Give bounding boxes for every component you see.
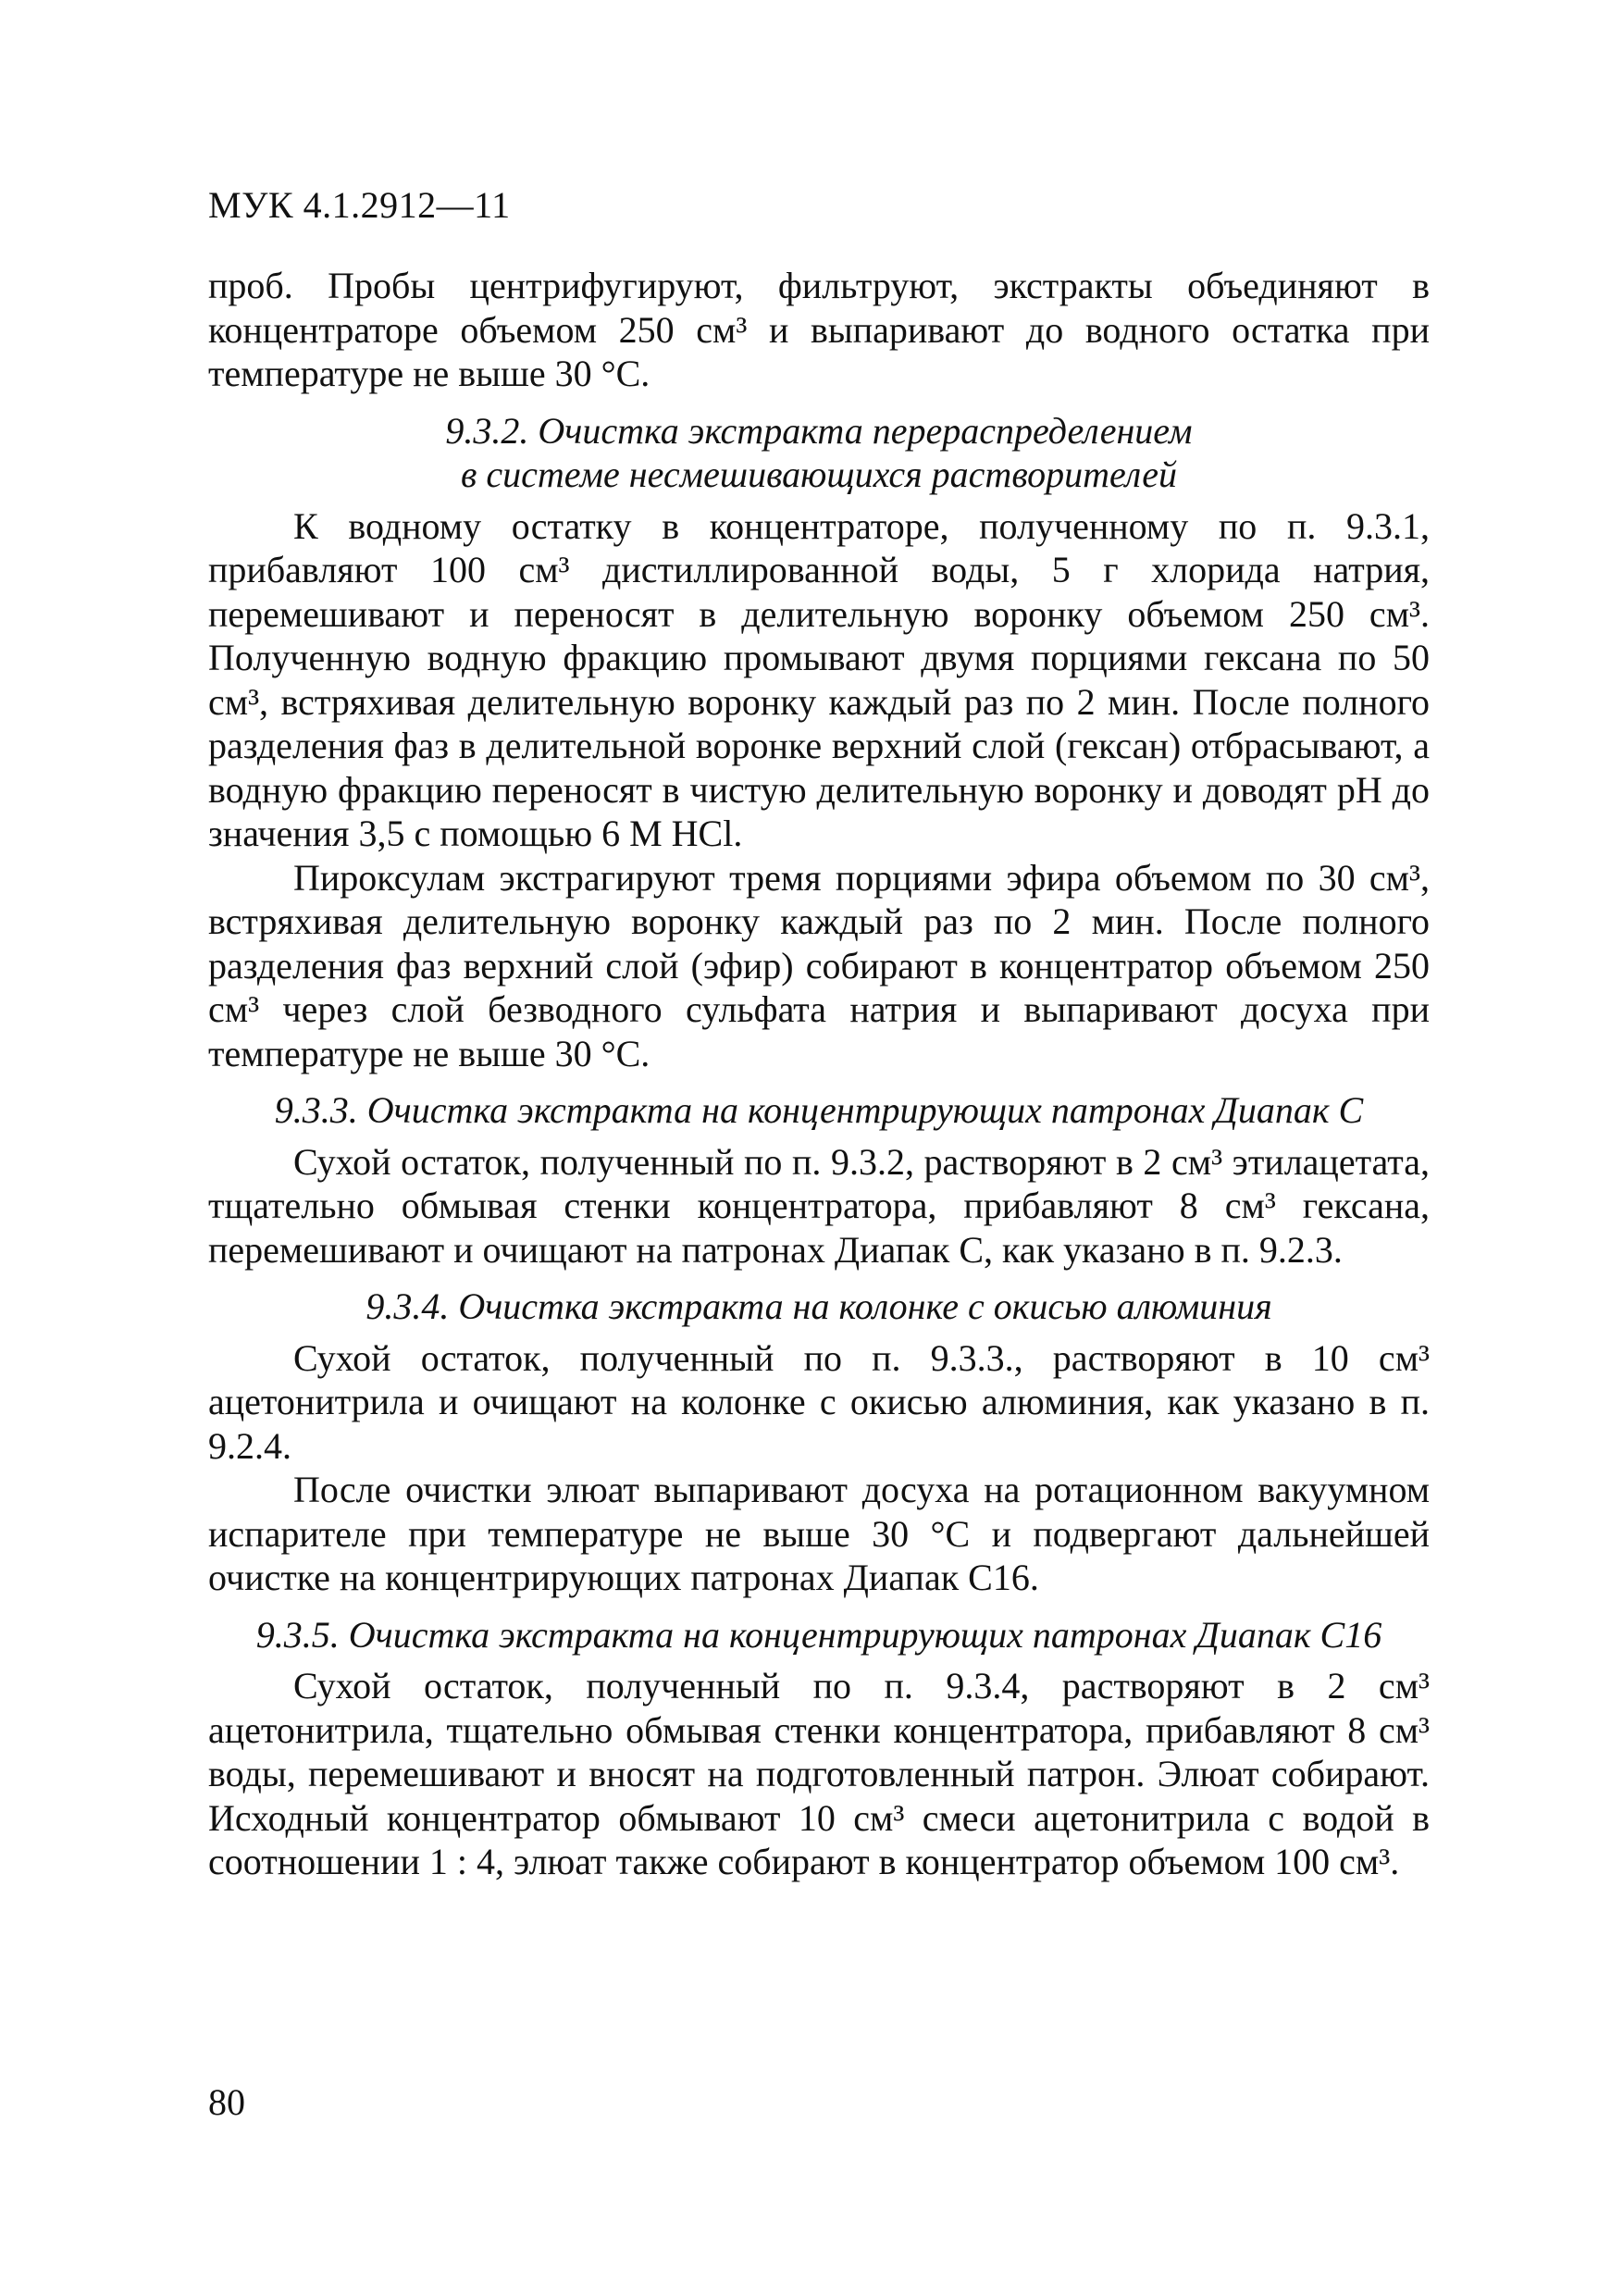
section-9-3-2-paragraph-1: К водному остатку в концентраторе, полученному по п. 9.3.1, прибавляют 100 см³ дистиллированной воды, 5 г хлорида натрия, перемешивают и переносят в делительную воронку объемом 250 см³. Полученную водную фракцию промывают двумя порциями гексана по 50 см³, встряхивая делительную воронку каждый раз по 2 мин. После полного разделения фаз в делительной воронке верхний слой (гексан) отбрасывают, а водную фракцию переносят в чистую делительную воронку и доводят pH до значения 3,5 с помощью 6 М HCl.	[208, 504, 1430, 854]
intro-paragraph: проб. Пробы центрифугируют, фильтруют, экстракты объединяют в концентраторе объемом 250 см³ и выпаривают до водного остатка при температуре не выше 30 °С.	[208, 265, 1430, 394]
section-9-3-4-paragraph-1: Сухой остаток, полученный по п. 9.3.3., растворяют в 10 см³ ацетонитрила и очищают на колонке с окисью алюминия, как указано в п. 9.2.4.	[208, 1336, 1430, 1467]
section-9-3-5-paragraph-1: Сухой остаток, полученный по п. 9.3.4, растворяют в 2 см³ ацетонитрила, тщательно обмывая стенки концентратора, прибавляют 8 см³ воды, перемешивают и вносят на подготовленный патрон. Элюат собирают. Исходный концентратор обмывают 10 см³ смеси ацетонитрила с водой в соотношении 1 : 4, элюат также собирают в концентратор объемом 100 см³.	[208, 1665, 1430, 1882]
section-9-3-2-heading-line2: в системе несмешивающихся растворителей	[460, 453, 1177, 495]
page-number: 80	[208, 2081, 245, 2123]
section-9-3-2-heading	[208, 409, 1430, 497]
section-9-3-3-heading: 9.3.3. Очистка экстракта на концентрирующих патронах Диапак С	[274, 1089, 1364, 1131]
section-9-3-3-paragraph-1: Сухой остаток, полученный по п. 9.3.2, растворяют в 2 см³ этилацетата, тщательно обмывая стенки концентратора, прибавляют 8 см³ гексана, перемешивают и очищают на патронах Диапак С, как указано в п. 9.2.3.	[208, 1140, 1430, 1271]
section-9-3-4-heading: 9.3.4. Очистка экстракта на колонке с окисью алюминия	[365, 1285, 1272, 1327]
section-9-3-2-paragraph-2: Пироксулам экстрагируют тремя порциями эфира объемом по 30 см³, встряхивая делительную воронку каждый раз по 2 мин. После полного разделения фаз верхний слой (эфир) собирают в концентратор объемом 250 см³ через слой безводного сульфата натрия и выпаривают досуха при температуре не выше 30 °С.	[208, 856, 1430, 1074]
document-body	[208, 264, 1430, 1884]
section-9-3-4-paragraph-2: После очистки элюат выпаривают досуха на ротационном вакуумном испарителе при температуре не выше 30 °С и подвергают дальнейшей очистке на концентрирующих патронах Диапак С16.	[208, 1469, 1430, 1598]
section-9-3-5-heading: 9.3.5. Очистка экстракта на концентрирующих патронах Диапак С16	[255, 1613, 1382, 1656]
document-header: МУК 4.1.2912—11	[208, 184, 511, 226]
section-9-3-2-heading-line1: 9.3.2. Очистка экстракта перераспределением	[445, 409, 1193, 452]
